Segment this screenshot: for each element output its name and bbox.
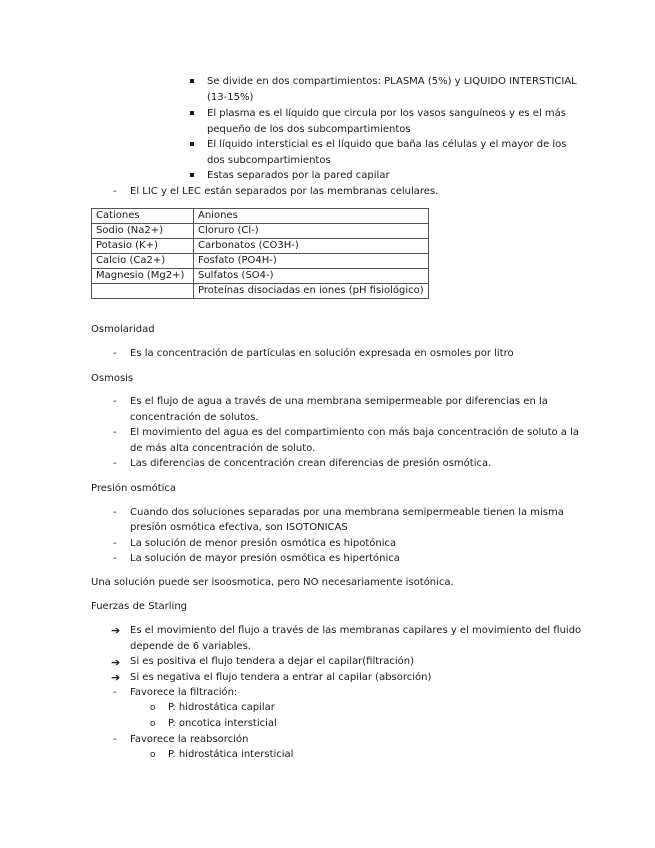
favorece-reabsorcion-label: Favorece la reabsorción bbox=[130, 734, 249, 745]
starling-arrow-2: Si es positiva el flujo tendera a dejar el capilar(filtración) bbox=[130, 656, 415, 667]
starling-arrow-3: Si es negativa el flujo tendera a entrar al capilar (absorción) bbox=[130, 672, 432, 683]
starling-heading: Fuerzas de Starling bbox=[91, 601, 188, 612]
table-row bbox=[92, 239, 429, 254]
table-cell: Sodio (Na2+) bbox=[92, 224, 194, 239]
dash-bullet-icon: - bbox=[113, 538, 117, 549]
osmolaridad-heading: Osmolaridad bbox=[91, 324, 155, 335]
table-header-row bbox=[92, 209, 429, 224]
osmosis-item-3: Las diferencias de concentración crean diferencias de presión osmótica. bbox=[130, 458, 492, 469]
table-row bbox=[92, 254, 429, 269]
isoosmotica-text: Una solución puede ser isoosmotica, pero NO necesariamente isotónica. bbox=[91, 577, 454, 588]
dash-bullet-icon: - bbox=[113, 348, 117, 359]
circle-bullet-icon: o bbox=[150, 750, 156, 760]
dash-bullet-icon: - bbox=[113, 458, 117, 469]
table-cell: Fosfato (PO4H-) bbox=[194, 254, 429, 269]
top-bullet-1-line-2: (13-15%) bbox=[207, 92, 254, 103]
table-row bbox=[92, 284, 429, 299]
dash-bullet-icon: - bbox=[113, 186, 117, 197]
table-cell: Sulfatos (SO4-) bbox=[194, 269, 429, 284]
reabsorcion-sub-1: P. hidrostática intersticial bbox=[168, 749, 294, 760]
presion-item-1-line-2: presión osmótica efectiva, son ISOTONICAS bbox=[130, 522, 348, 533]
dash-bullet-icon: - bbox=[113, 734, 117, 745]
dash-bullet-icon: - bbox=[113, 553, 117, 564]
ions-table bbox=[91, 208, 429, 299]
table-header-cationes: Cationes bbox=[92, 209, 194, 224]
top-bullet-3-line-2: dos subcompartimientos bbox=[207, 155, 331, 166]
dash-bullet-icon: - bbox=[113, 396, 117, 407]
top-bullet-3-line-1: El líquido intersticial es el líquido que baña las células y el mayor de los bbox=[207, 139, 567, 150]
table-cell: Calcio (Ca2+) bbox=[92, 254, 194, 269]
square-bullet-icon bbox=[190, 173, 194, 177]
circle-bullet-icon: o bbox=[150, 719, 156, 729]
table-row bbox=[92, 224, 429, 239]
dash-bullet-icon: - bbox=[113, 427, 117, 438]
lic-lec-text: El LIC y el LEC están separados por las membranas celulares. bbox=[130, 186, 439, 197]
filtracion-sub-1: P. hidrostática capilar bbox=[168, 702, 275, 713]
filtracion-sub-2: P. oncotica intersticial bbox=[168, 718, 277, 729]
arrow-bullet-icon: ➔ bbox=[111, 671, 121, 684]
osmosis-heading: Osmosis bbox=[91, 373, 134, 384]
square-bullet-icon bbox=[190, 111, 194, 115]
square-bullet-icon bbox=[190, 142, 194, 146]
table-cell: Magnesio (Mg2+) bbox=[92, 269, 194, 284]
table-cell bbox=[92, 284, 194, 299]
top-bullet-1-line-1: Se divide en dos compartimientos: PLASMA (5%) y LIQUIDO INTERSTICIAL bbox=[207, 76, 577, 87]
table-cell: Proteínas disociadas en iones (pH fisiológico) bbox=[194, 284, 429, 299]
osmolaridad-item: Es la concentración de partículas en solución expresada en osmoles por litro bbox=[130, 348, 514, 359]
favorece-filtracion-label: Favorece la filtración: bbox=[130, 687, 238, 698]
presion-item-1-line-1: Cuando dos soluciones separadas por una membrana semipermeable tienen la misma bbox=[130, 507, 564, 518]
top-bullet-2-line-2: pequeño de los dos subcompartimientos bbox=[207, 124, 411, 135]
arrow-bullet-icon: ➔ bbox=[111, 656, 121, 669]
top-bullet-4-line-1: Estas separados por la pared capilar bbox=[207, 170, 390, 181]
table-header-aniones: Aniones bbox=[194, 209, 429, 224]
arrow-bullet-icon: ➔ bbox=[111, 624, 121, 637]
table-row bbox=[92, 269, 429, 284]
table-cell: Cloruro (Cl-) bbox=[194, 224, 429, 239]
circle-bullet-icon: o bbox=[150, 703, 156, 713]
top-bullet-2-line-1: El plasma es el líquido que circula por los vasos sanguíneos y es el más bbox=[207, 108, 566, 119]
presion-heading: Presión osmótica bbox=[91, 483, 177, 494]
starling-arrow-1-line-1: Es el movimiento del flujo a través de las membranas capilares y el movimiento del fluido bbox=[130, 625, 582, 636]
table-cell: Potasio (K+) bbox=[92, 239, 194, 254]
osmosis-item-1-line-2: concentración de solutos. bbox=[130, 412, 259, 423]
dash-bullet-icon: - bbox=[113, 507, 117, 518]
osmosis-item-1-line-1: Es el flujo de agua a través de una membrana semipermeable por diferencias en la bbox=[130, 396, 548, 407]
osmosis-item-2-line-2: de más alta concentración de soluto. bbox=[130, 443, 316, 454]
table-cell: Carbonatos (CO3H-) bbox=[194, 239, 429, 254]
starling-arrow-1-line-2: depende de 6 variables. bbox=[130, 641, 251, 652]
osmosis-item-2-line-1: El movimiento del agua es del compartimiento con más baja concentración de soluto a la bbox=[130, 427, 580, 438]
presion-item-3: La solución de mayor presión osmótica es hipertónica bbox=[130, 553, 400, 564]
square-bullet-icon bbox=[190, 79, 194, 83]
dash-bullet-icon: - bbox=[113, 687, 117, 698]
presion-item-2: La solución de menor presión osmótica es hipotónica bbox=[130, 538, 397, 549]
